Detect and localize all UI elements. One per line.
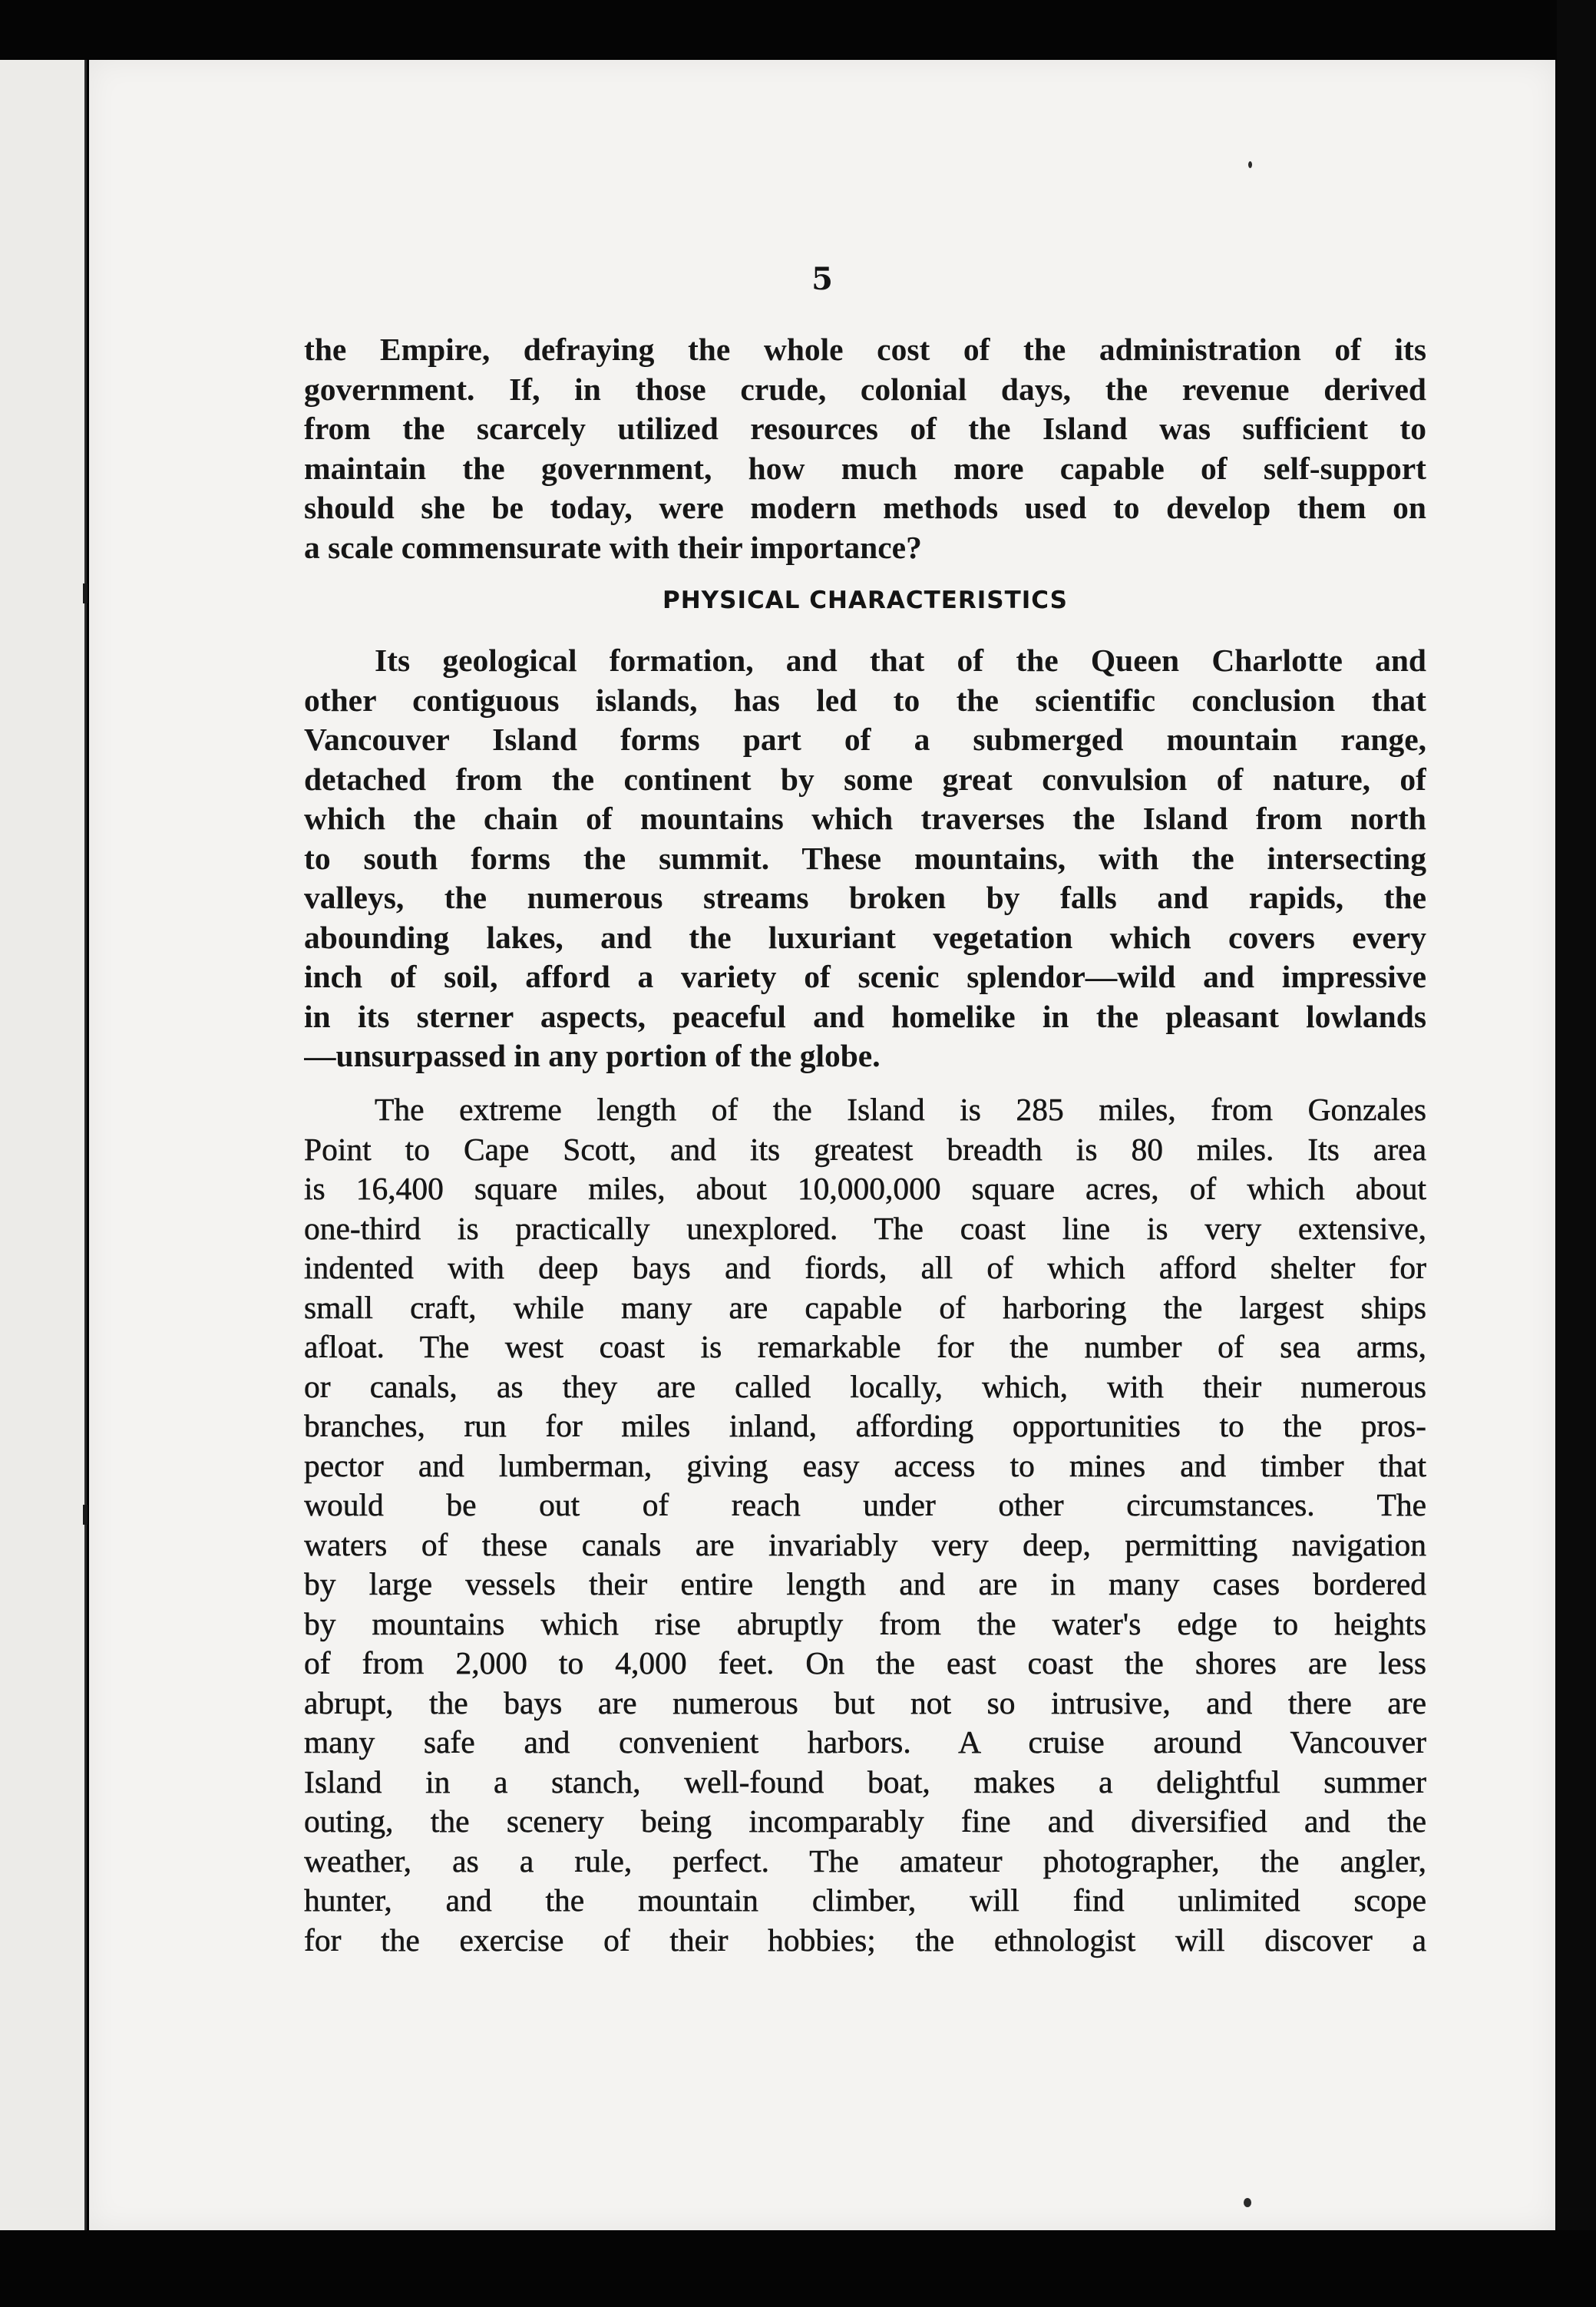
scan-speck [1244,2198,1251,2207]
text-line: abounding lakes, and the luxuriant vegetation which covers every [304,919,1426,955]
text-line: is 16,400 square miles, about 10,000,000 square acres, of which about [304,1171,1426,1206]
text-line: from the scarcely utilized resources of the Island was sufficient to [304,411,1426,446]
text-line: government. If, in those crude, colonial days, the revenue derived [304,371,1426,407]
text-line: the Empire, defraying the whole cost of the administration of its [304,332,1426,367]
facing-page-margin [0,60,87,2230]
text-line: in its sterner aspects, peaceful and homelike in the pleasant lowlands [304,998,1426,1034]
text-line: pector and lumberman, giving easy access to mines and timber that [304,1447,1426,1483]
scan-right-border [1557,0,1596,2307]
text-line: to south forms the summit. These mountains, with the intersecting [304,840,1426,876]
text-line: by large vessels their entire length and are in many cases bordered [304,1566,1426,1601]
text-line: waters of these canals are invariably very deep, permitting navigation [304,1526,1426,1562]
text-line: detached from the continent by some great convulsion of nature, of [304,761,1426,797]
paragraph-1 [304,330,1426,567]
text-line: one-third is practically unexplored. The coast line is very extensive, [304,1210,1426,1246]
paragraph-3 [304,1090,1426,1960]
scan-bottom-border [0,2230,1596,2307]
text-line: afloat. The west coast is remarkable for the number of sea arms, [304,1329,1426,1364]
text-line: for the exercise of their hobbies; the ethnologist will discover a [304,1922,1426,1958]
paragraph-2 [304,641,1426,1076]
text-line: small craft, while many are capable of harboring the largest ships [304,1289,1426,1325]
text-line: Vancouver Island forms part of a submerged mountain range, [304,722,1426,757]
text-line: would be out of reach under other circumstances. The [304,1487,1426,1522]
text-line: Island in a stanch, well-found boat, makes a delightful summer [304,1763,1426,1800]
text-line: branches, run for miles inland, affording opportunities to the pros- [304,1408,1426,1443]
page-number: 5 [811,261,833,297]
scan-top-border [0,0,1596,60]
gutter-mark [83,1505,88,1525]
gutter-mark [83,583,88,603]
text-line: —unsurpassed in any portion of the globe. [304,1038,881,1073]
text-line: The extreme length of the Island is 285 miles, from Gonzales [375,1092,1426,1127]
text-line: Point to Cape Scott, and its greatest breadth is 80 miles. Its area [304,1131,1426,1167]
text-line: or canals, as they are called locally, which, with their numerous [304,1368,1426,1404]
text-line: maintain the government, how much more capable of self-support [304,450,1426,486]
text-line: abrupt, the bays are numerous but not so intrusive, and there are [304,1684,1426,1720]
scan-speck [1248,161,1252,168]
text-line: which the chain of mountains which traverses the Island from north [304,801,1426,836]
text-line: by mountains which rise abruptly from the water's edge to heights [304,1605,1426,1641]
text-line: should she be today, were modern methods used to develop them on [304,490,1426,525]
text-line: many safe and convenient harbors. A cruise around Vancouver [304,1724,1426,1760]
text-line: outing, the scenery being incomparably fine and diversified and the [304,1803,1426,1839]
text-line: indented with deep bays and fiords, all of which afford shelter for [304,1250,1426,1285]
text-line: a scale commensurate with their importance? [304,529,922,565]
text-line: hunter, and the mountain climber, will find unlimited scope [304,1882,1426,1918]
text-line: of from 2,000 to 4,000 feet. On the east coast the shores are less [304,1645,1426,1681]
text-line: weather, as a rule, perfect. The amateur photographer, the angler, [304,1843,1426,1879]
text-line: Its geological formation, and that of the Queen Charlotte and [375,643,1426,678]
book-page [89,60,1555,2230]
text-line: inch of soil, afford a variety of scenic splendor—wild and impressive [304,959,1426,994]
text-line: valleys, the numerous streams broken by falls and rapids, the [304,880,1426,915]
text-line: other contiguous islands, has led to the scientific conclusion that [304,682,1426,718]
section-heading: PHYSICAL CHARACTERISTICS [663,587,1068,614]
